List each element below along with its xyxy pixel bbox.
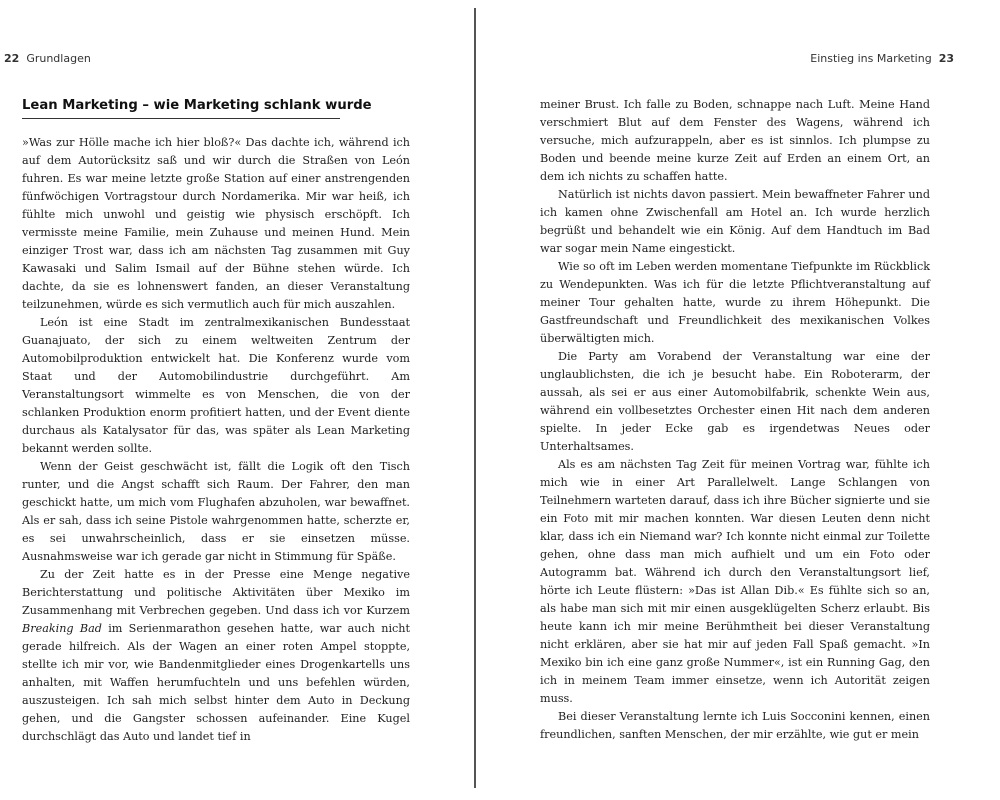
section-heading: Lean Marketing – wie Marketing schlank wurde	[22, 98, 340, 119]
left-page-number: 22	[4, 52, 20, 65]
paragraph: Wenn der Geist geschwächt ist, fällt die Logik oft den Tisch runter, und die Angst schafft sich Raum. Der Fahrer, den man geschickt hatte, um mich vom Flughafen abzuholen, war bewaffnet. Als er sah, dass ich seine Pistole wahrgenommen hatte, scherzte er, es sei unwahrscheinlich, dass er sie einsetzen müsse. Ausnahmsweise war ich gerade gar nicht in Stimmung für Späße.	[22, 460, 410, 563]
right-body-text	[540, 96, 930, 744]
left-page	[0, 0, 474, 800]
paragraph: Die Party am Vorabend der Veranstaltung war eine der unglaublichsten, die ich je besucht habe. Ein Roboterarm, der aussah, als sei er aus einer Automobilfabrik, schenkte Wein aus, während ein vollbesetztes Orchester einen Hit nach dem anderen spielte. In jeder Ecke gab es irgendetwas Neues oder Unterhaltsames.	[540, 350, 930, 453]
paragraph	[22, 566, 410, 746]
paragraph: Wie so oft im Leben werden momentane Tiefpunkte im Rückblick zu Wendepunkten. Was ich für die letzte Pflichtveranstaltung auf meiner Tour gehalten hatte, wurde zu ihrem Höhepunkt. Die Gastfreundschaft und Freundlichkeit des mexikanischen Volkes überwältigten mich.	[540, 260, 930, 345]
paragraph: León ist eine Stadt im zentralmexikanischen Bundesstaat Guanajuato, der sich zu einem weltweiten Zentrum der Automobilproduktion entwickelt hat. Die Konferenz wurde vom Staat und der Automobilindustrie durchgeführt. Am Veranstaltungsort wimmelte es von Menschen, die von der schlanken Produktion enorm profitiert hatten, und der Event diente durchaus als Katalysator für das, was später als Lean Marketing bekannt werden sollte.	[22, 316, 410, 455]
right-page-number: 23	[938, 52, 954, 65]
paragraph-text: Zu der Zeit hatte es in der Presse eine Menge negative Berichterstattung und politische Aktivitäten über Mexiko im Zusammenhang mit Verbrechen gegeben. Und dass ich vor Kurzem	[22, 568, 410, 617]
right-running-head-title: Einstieg ins Marketing	[810, 52, 932, 65]
left-running-head	[4, 52, 91, 65]
paragraph: Natürlich ist nichts davon passiert. Mein bewaffneter Fahrer und ich kamen ohne Zwischenfall am Hotel an. Ich wurde herzlich begrüßt und behandelt wie ein König. Auf dem Handtuch im Bad war sogar mein Name eingestickt.	[540, 188, 930, 255]
left-running-head-title: Grundlagen	[26, 52, 91, 65]
paragraph: meiner Brust. Ich falle zu Boden, schnappe nach Luft. Meine Hand verschmiert Blut auf dem Fenster des Wagens, während ich versuche, mich aufzurappeln, aber es ist sinnlos. Ich plumpse zu Boden und beende meine kurze Zeit auf Erden an einem Ort, an dem ich nichts zu schaffen hatte.	[540, 98, 930, 183]
paragraph-text: im Serienmarathon gesehen hatte, war auch nicht gerade hilfreich. Als der Wagen an einer roten Ampel stoppte, stellte ich mir vor, wie Bandenmitglieder eines Drogenkartells uns anhalten, mit Waffen herumfuchteln und uns befehlen würden, auszusteigen. Ich sah mich selbst hinter dem Auto in Deckung gehen, und die Gangster schossen aufeinander. Eine Kugel durchschlägt das Auto und landet tief in	[22, 622, 410, 743]
paragraph: Bei dieser Veranstaltung lernte ich Luis Socconini kennen, einen freundlichen, sanften Menschen, der mir erzählte, wie gut er mein	[540, 710, 930, 741]
right-running-head	[810, 52, 954, 65]
paragraph: »Was zur Hölle mache ich hier bloß?« Das dachte ich, während ich auf dem Autorücksitz saß und wir durch die Straßen von León fuhren. Es war meine letzte große Station auf einer anstrengenden fünfwöchigen Vortragstour durch Nordamerika. Mir war heiß, ich fühlte mich unwohl und geistig wie physisch erschöpft. Ich vermisste meine Familie, mein Zuhause und meinen Hund. Mein einziger Trost war, dass ich am nächsten Tag zusammen mit Guy Kawasaki und Salim Ismail auf der Bühne stehen würde. Ich dachte, da sie es lohnenswert fanden, an dieser Veranstaltung teilzunehmen, würde es sich vermutlich auch für mich auszahlen.	[22, 136, 410, 311]
series-title: Breaking Bad	[22, 622, 102, 635]
left-body-text	[22, 134, 410, 746]
paragraph: Als es am nächsten Tag Zeit für meinen Vortrag war, fühlte ich mich wie in einer Art Parallelwelt. Lange Schlangen von Teilnehmern warteten darauf, dass ich ihre Bücher signierte und sie ein Foto mit mir machen konnten. War diesen Leuten denn nicht klar, dass ich ein Niemand war? Ich konnte nicht einmal zur Toilette gehen, ohne dass man mich aufhielt und um ein Foto oder Autogramm bat. Während ich durch den Veranstaltungsort lief, hörte ich Leute flüstern: »Das ist Allan Dib.« Es fühlte sich so an, als habe man sich mit mir einen ausgeklügelten Scherz erlaubt. Bis heute kann ich mir meine Berühmtheit bei dieser Veranstaltung nicht erklären, aber sie hat mir auf jeden Fall Spaß gemacht. »In Mexiko bin ich eine ganz große Nummer«, ist ein Running Gag, den ich in meinem Team immer einsetze, wenn ich Autorität zeigen muss.	[540, 458, 930, 705]
right-page	[476, 0, 1000, 800]
